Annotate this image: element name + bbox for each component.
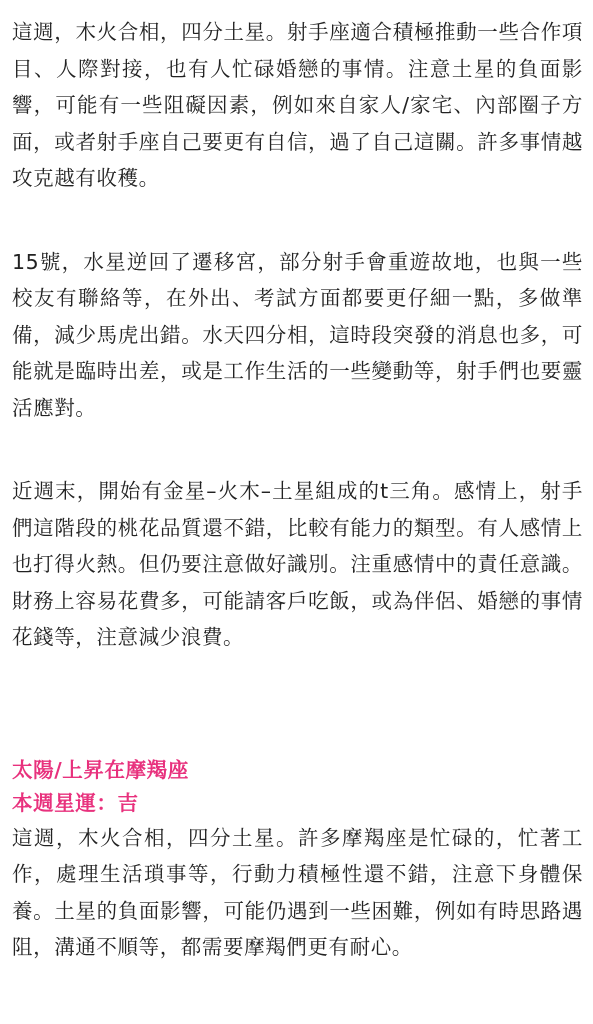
fortune-label: 本週星運： <box>12 790 118 815</box>
capricorn-fortune-line <box>12 787 583 820</box>
sagittarius-paragraph-3: 近週末，開始有金星–火木–土星組成的t三角。感情上，射手們這階段的桃花品質還不錯，比較有能力的類型。有人感情上也打得火熱。但仍要注意做好識別。注重感情中的責任意識。財務上容易花費多，可能請客戶吃飯，或為伴侶、婚戀的事情花錢等，注意減少浪費。 <box>12 479 583 649</box>
capricorn-section-title: 太陽/上昇在摩羯座 <box>12 757 189 782</box>
section-spacer <box>12 656 583 754</box>
sagittarius-paragraph-2: 15號，水星逆回了遷移宮，部分射手會重遊故地，也與一些校友有聯絡等，在外出、考試方面都要更仔細一點，多做準備，減少馬虎出錯。水天四分相，這時段突發的消息也多，可能就是臨時出差，或是工作生活的一些變動等，射手們也要靈活應對。 <box>12 249 583 420</box>
fortune-value: 吉 <box>117 790 139 815</box>
sagittarius-paragraph-1: 這週，木火合相，四分土星。射手座適合積極推動一些合作項目、人際對接，也有人忙碌婚戀的事情。注意土星的負面影響，可能有一些阻礙因素，例如來自家人/家宅、內部圈子方面，或者射手座自己要更有自信，過了自己這關。許多事情越攻克越有收穫。 <box>12 20 583 190</box>
capricorn-paragraph: 這週，木火合相，四分土星。許多摩羯座是忙碌的，忙著工作，處理生活瑣事等，行動力積極性還不錯，注意下身體保養。土星的負面影響，可能仍遇到一些困難，例如有時思路遇阻，溝通不順等，都需要摩羯們更有耐心。 <box>12 825 583 959</box>
paragraph-spacer <box>12 197 583 244</box>
paragraph-spacer <box>12 426 583 473</box>
